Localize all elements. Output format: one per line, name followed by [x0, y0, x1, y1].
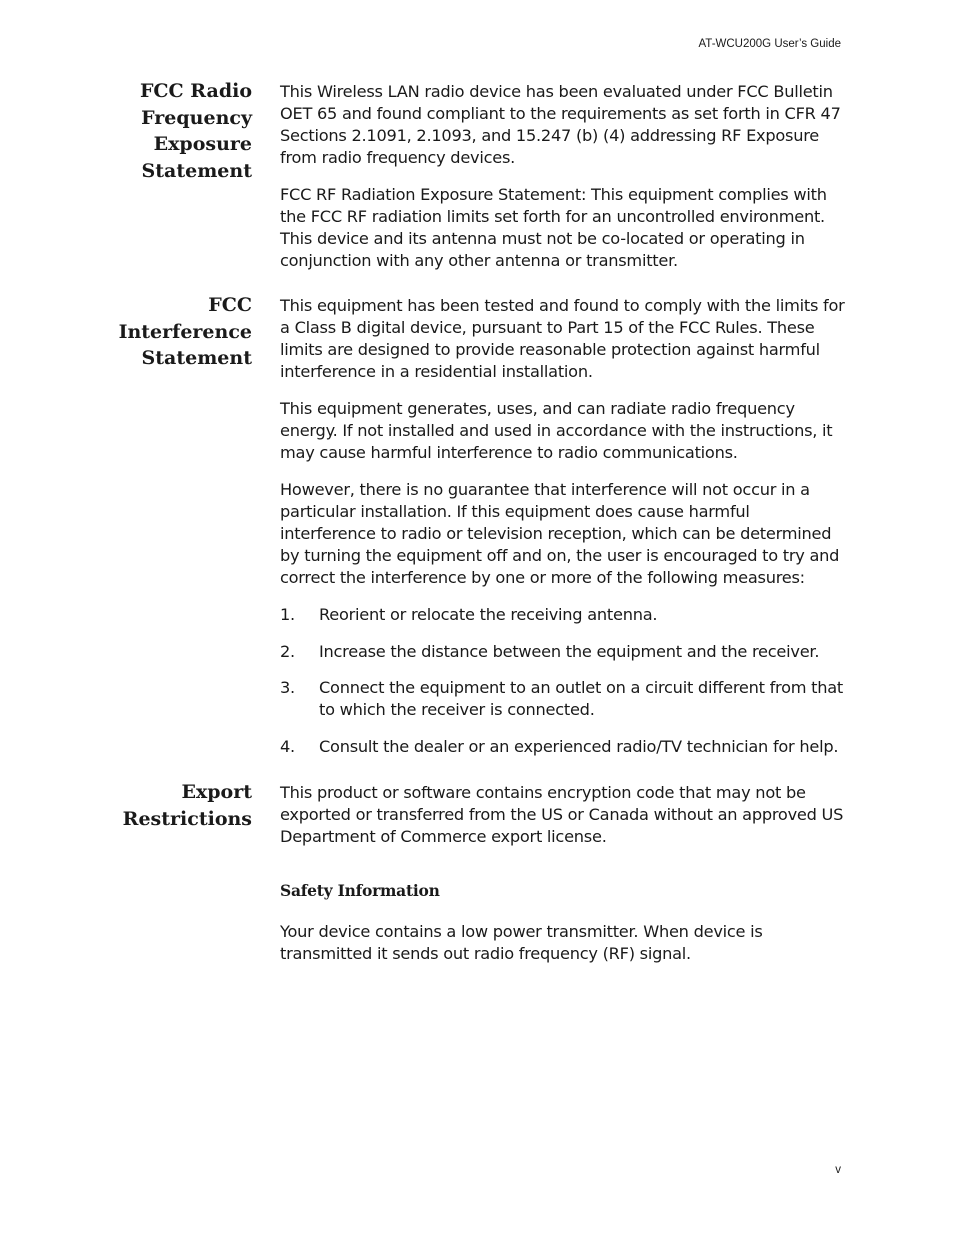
safety-information	[280, 880, 845, 917]
list-number: 4.	[280, 736, 295, 756]
paragraph: FCC RF Radiation Exposure Statement: This equipment complies with the FCC RF radiation limits set forth for an uncontrolled environment. This device and its antenna must not be co-located or operating in conjunction with any other antenna or transmitter.	[280, 185, 827, 270]
paragraph: This equipment generates, uses, and can radiate radio frequency energy. If not installed and used in accordance with the instructions, it may cause harmful interference to radio communications.	[280, 399, 833, 462]
list-number: 1.	[280, 605, 295, 624]
list-item	[280, 736, 845, 758]
paragraph: This equipment has been tested and found to comply with the limits for a Class B digital device, pursuant to Part 15 of the FCC Rules. These limits are designed to provide reasonable protection against harmful interference in a residential installation.	[280, 296, 845, 381]
section-heading-interference	[102, 292, 252, 372]
running-header: AT-WCU200G User’s Guide	[698, 38, 841, 50]
section-heading-export	[102, 779, 252, 832]
heading-line: Interference	[118, 320, 252, 343]
heading-line: Frequency	[141, 106, 252, 129]
section-body-export	[280, 782, 845, 863]
list-text: Increase the distance between the equipment and the receiver.	[319, 641, 820, 661]
list-item	[280, 604, 845, 626]
heading-line: Statement	[141, 347, 252, 369]
measures-list	[280, 604, 845, 758]
paragraph: This Wireless LAN radio device has been evaluated under FCC Bulletin OET 65 and found compliant to the requirements as set forth in CFR 47 Sections 2.1091, 2.1093, and 15.247 (b) (4) addressing RF Exposure from radio frequency devices.	[280, 82, 841, 167]
page-number: v	[835, 1164, 841, 1176]
list-text: Connect the equipment to an outlet on a circuit different from that to which the receiver is connected.	[319, 678, 844, 719]
safety-heading: Safety Information	[280, 881, 440, 900]
list-number: 3.	[280, 678, 295, 697]
heading-line: Export	[181, 781, 252, 803]
list-text: Reorient or relocate the receiving antenna.	[319, 605, 658, 624]
heading-line: Exposure	[153, 133, 252, 155]
heading-line: Statement	[141, 159, 252, 182]
section-body-rf-exposure	[280, 81, 845, 287]
paragraph: However, there is no guarantee that interference will not occur in a particular installation. If this equipment does cause harmful interference to radio or television reception, which can be determined by turning the equipment off and on, the user is encouraged to try and correct the interference by one or more of the following measures:	[280, 480, 840, 587]
heading-line: Restrictions	[122, 807, 252, 830]
list-text: Consult the dealer or an experienced radio/TV technician for help.	[319, 736, 839, 756]
safety-body	[280, 921, 845, 980]
section-body-interference	[280, 295, 845, 772]
paragraph: Your device contains a low power transmitter. When device is transmitted it sends out radio frequency (RF) signal.	[280, 922, 763, 963]
list-number: 2.	[280, 641, 295, 661]
heading-line: FCC	[208, 294, 252, 316]
list-item	[280, 677, 845, 721]
paragraph: This product or software contains encryption code that may not be exported or transferred from the US or Canada without an approved US Department of Commerce export license.	[280, 783, 844, 846]
section-heading-rf-exposure	[102, 78, 252, 184]
heading-line: FCC Radio	[139, 80, 252, 102]
list-item	[280, 641, 845, 663]
